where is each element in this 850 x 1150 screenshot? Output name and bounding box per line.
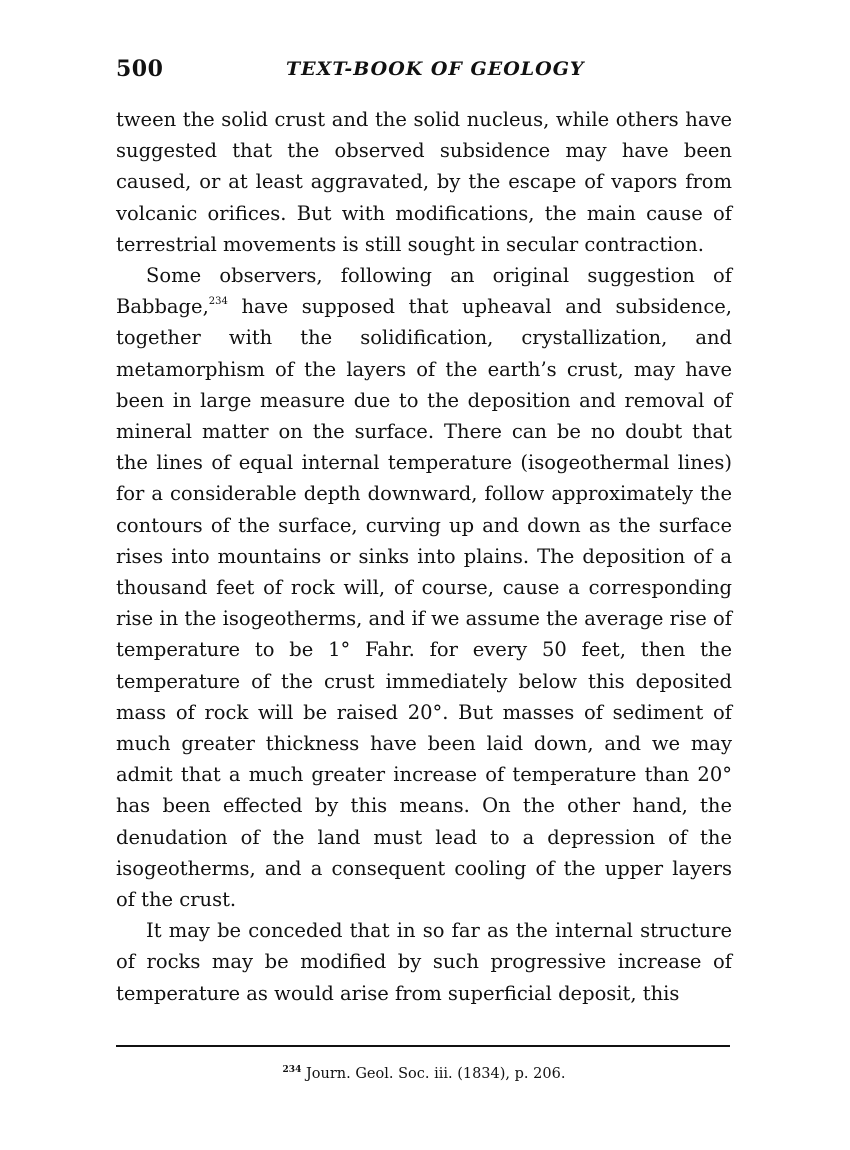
footnote <box>116 1066 732 1082</box>
footnote-text: Journ. Geol. Soc. iii. (1834), p. 206. <box>301 1066 566 1082</box>
paragraph-2 <box>116 260 732 915</box>
paragraph-3: It may be conceded that in so far as the internal structure of rocks may be modified by such progressive increase of temperature as would arise from superficial deposit, this <box>116 919 732 1005</box>
page-number: 500 <box>116 56 164 82</box>
paragraph-2-rest: have supposed that upheaval and subsidence, together with the solidification, crystallization, and metamorphism of the layers of the earth’s crust, may have been in large measure due to the deposition and removal of mineral matter on the surface. There can be no doubt that the lines of equal internal temperature (isogeothermal lines) for a considerable depth downward, follow approximately the contours of the surface, curving up and down as the surface rises into mountains or sinks into plains. The deposition of a thousand feet of rock will, of course, cause a corresponding rise in the isogeotherms, and if we assume the average rise of temperature to be 1° Fahr. for every 50 feet, then the temperature of the crust immediately below this deposited mass of rock will be raised 20°. But masses of sediment of much greater thickness have been laid down, and we may admit that a much greater increase of temperature than 20° has been effected by this means. On the other hand, the denudation of the land must lead to a depression of the isogeotherms, and a consequent cooling of the upper layers of the crust. <box>116 295 732 912</box>
footnote-reference[interactable]: 234 <box>208 296 228 308</box>
running-title: TEXT-BOOK OF GEOLOGY <box>286 58 585 80</box>
paragraph-2-start: Some observers, following an original suggestion of Babbage, <box>116 264 732 319</box>
body-text <box>116 104 732 1009</box>
page-header <box>116 56 732 86</box>
footnote-number: 234 <box>282 1065 302 1075</box>
footnote-divider <box>116 1045 730 1047</box>
paragraph-1: tween the solid crust and the solid nucleus, while others have suggested that the observed subsidence may have been caused, or at least aggravated, by the escape of vapors from volcanic orifices. But with modifications, the main cause of terrestrial movements is still sought in secular contraction. <box>116 108 732 256</box>
